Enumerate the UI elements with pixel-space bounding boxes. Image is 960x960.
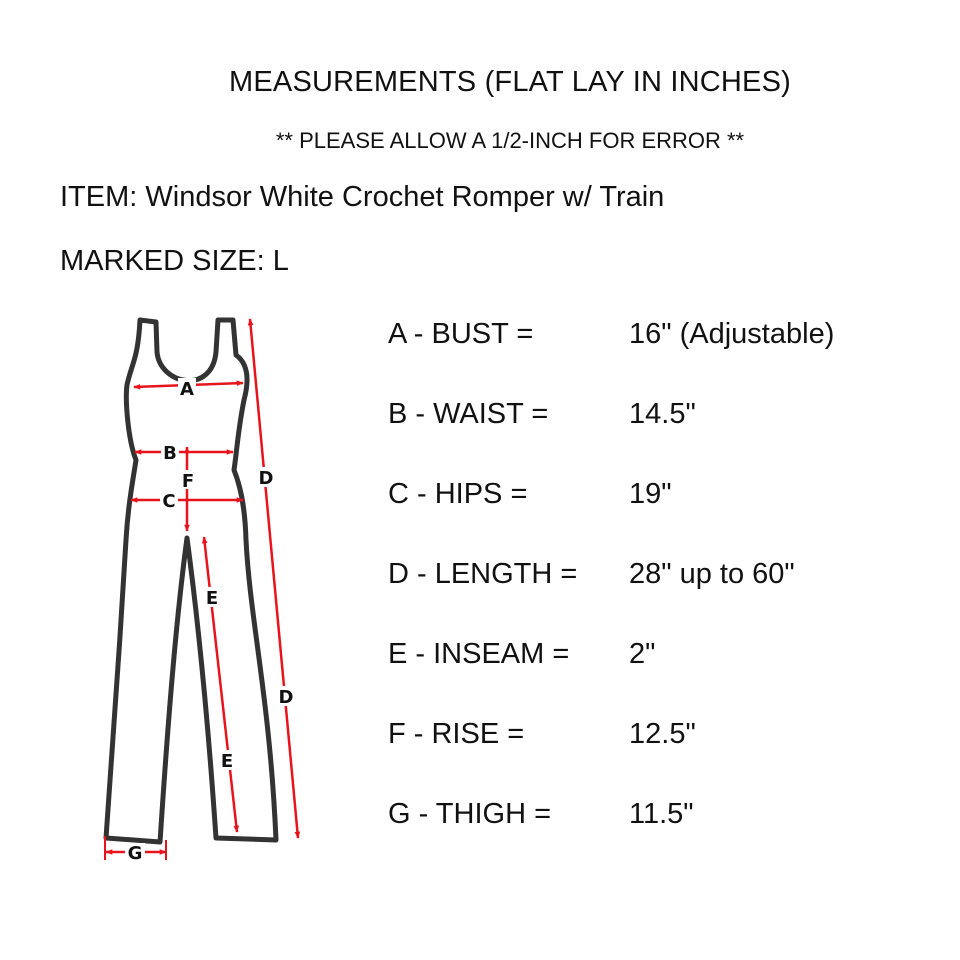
measurement-label: C - HIPS = — [388, 478, 528, 510]
label-a: A — [180, 379, 194, 400]
measurement-label: D - LENGTH = — [388, 558, 578, 590]
measurement-value: 19" — [629, 478, 672, 510]
measurement-value: 16" (Adjustable) — [629, 318, 835, 350]
measurement-label: F - RISE = — [388, 718, 525, 750]
romper-diagram — [90, 305, 320, 875]
inseam-arrow — [204, 537, 237, 832]
measurement-label: G - THIGH = — [388, 798, 552, 830]
label-g: G — [127, 843, 143, 864]
label-e-upper: E — [205, 588, 219, 609]
marked-size: MARKED SIZE: L — [60, 245, 289, 277]
measurement-value: 2" — [629, 638, 656, 670]
length-arrow — [250, 319, 298, 838]
error-note: ** PLEASE ALLOW A 1/2-INCH FOR ERROR ** — [275, 128, 745, 153]
label-f: F — [181, 471, 195, 492]
measurement-value: 12.5" — [629, 718, 696, 750]
measurement-label: E - INSEAM = — [388, 638, 570, 670]
measurement-label: B - WAIST = — [388, 398, 549, 430]
label-c: C — [162, 491, 176, 512]
page-title: MEASUREMENTS (FLAT LAY IN INCHES) — [229, 66, 791, 98]
label-b: B — [163, 443, 177, 464]
label-d-lower: D — [278, 687, 294, 708]
label-e-lower: E — [220, 751, 234, 772]
label-d-upper: D — [258, 468, 274, 489]
measurement-label: A - BUST = — [388, 318, 534, 350]
measurement-value: 11.5" — [629, 798, 694, 830]
measurement-value: 14.5" — [629, 398, 696, 430]
measurement-value: 28" up to 60" — [629, 558, 795, 590]
item-name: ITEM: Windsor White Crochet Romper w/ Train — [60, 181, 665, 213]
